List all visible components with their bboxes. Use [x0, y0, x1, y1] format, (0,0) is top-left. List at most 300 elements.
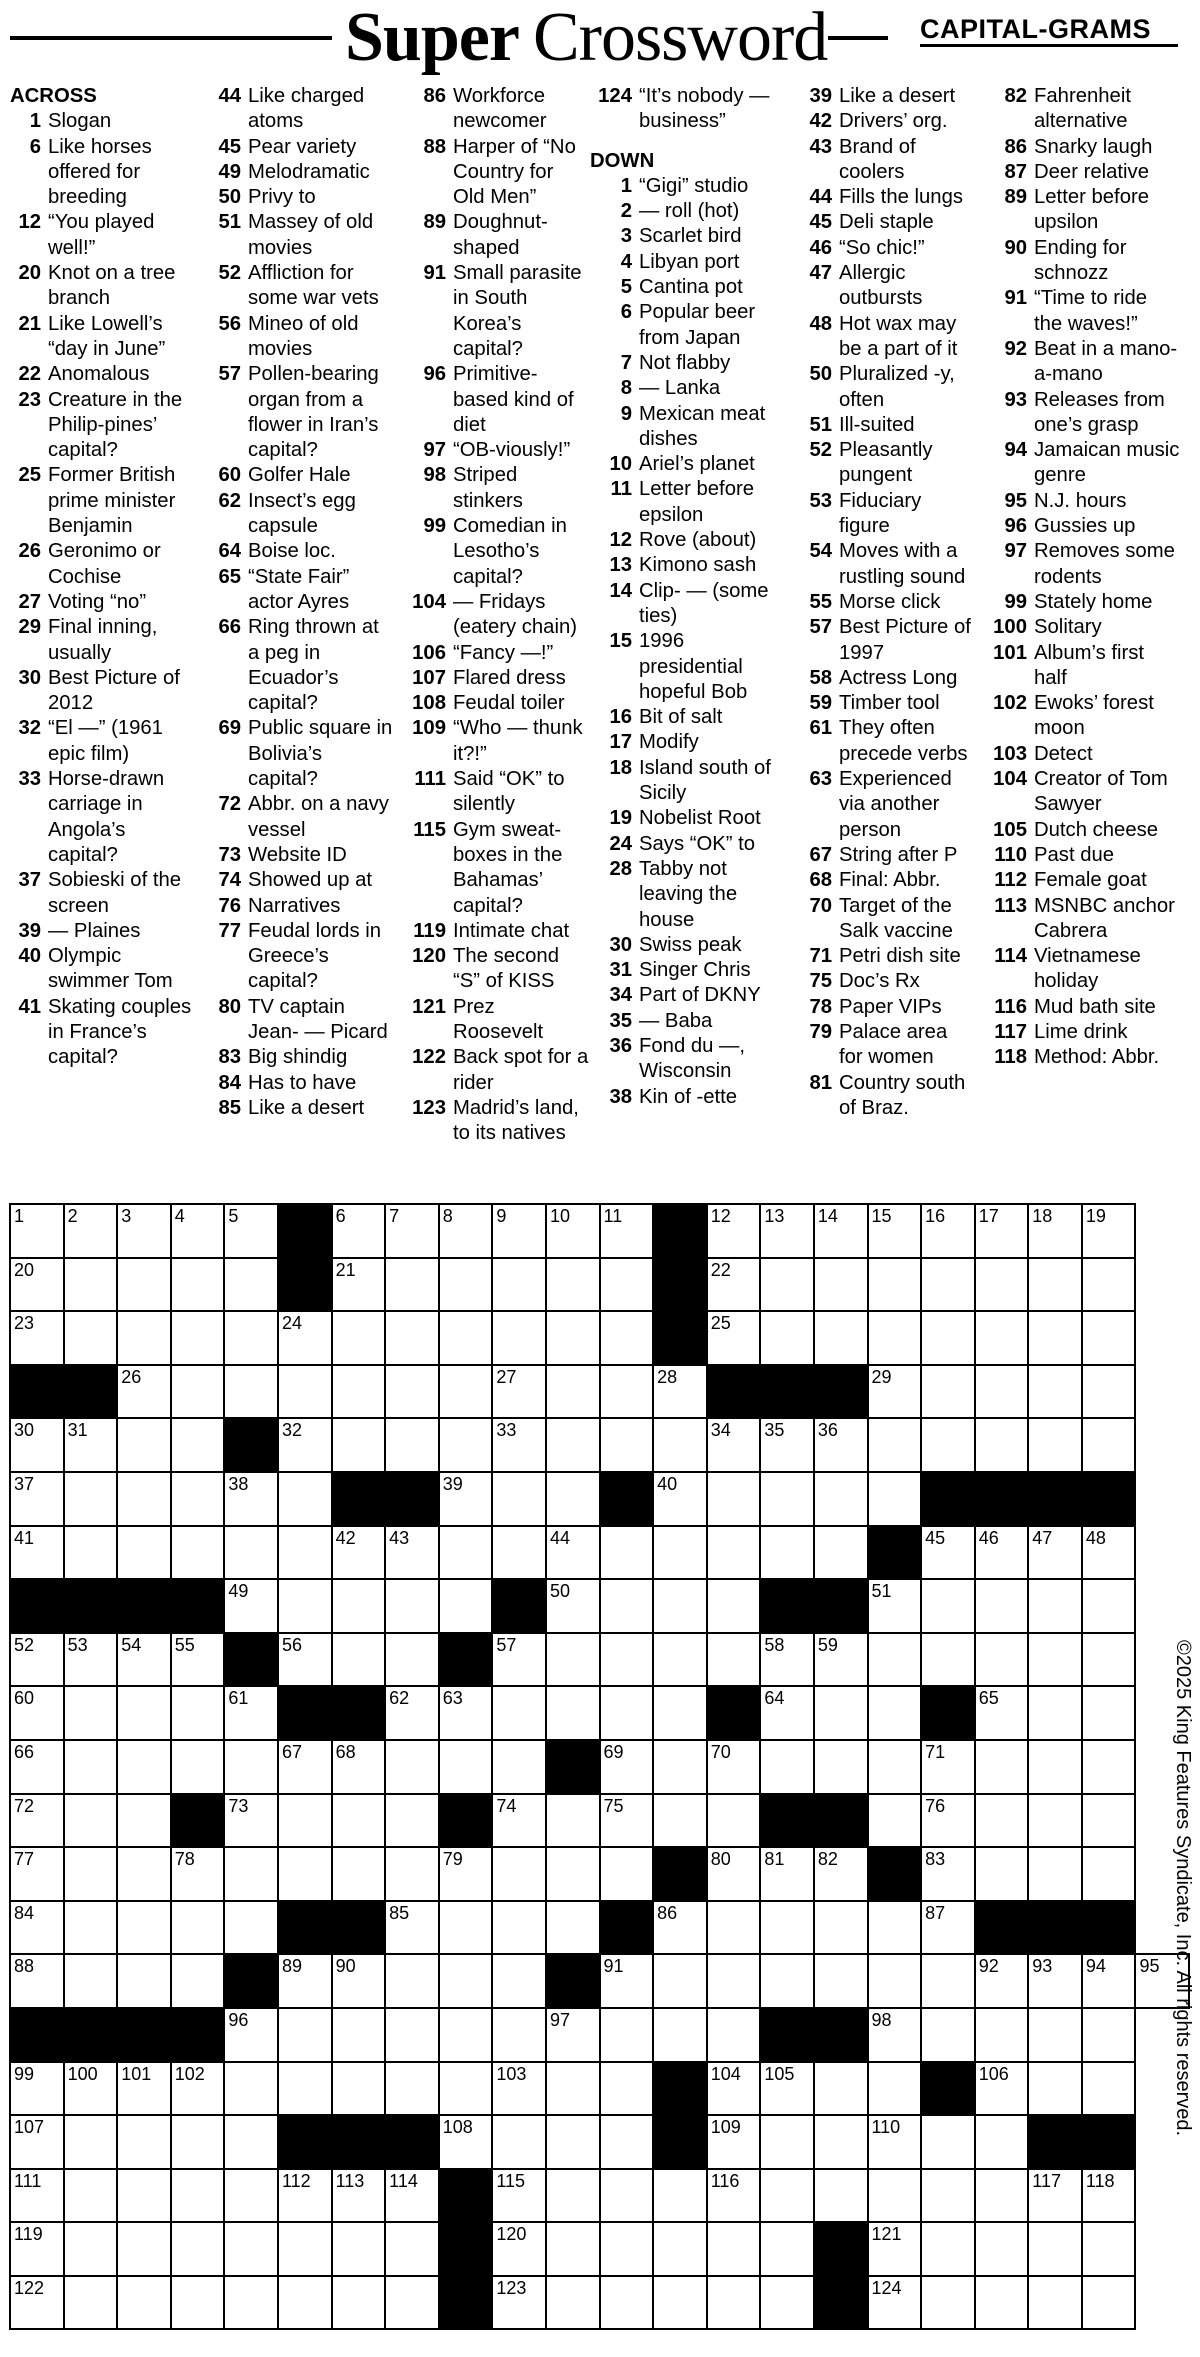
- grid-cell[interactable]: [10, 1204, 64, 1258]
- grid-cell[interactable]: [868, 1472, 922, 1526]
- grid-cell[interactable]: [385, 1901, 439, 1955]
- grid-cell[interactable]: [975, 1686, 1029, 1740]
- grid-cell[interactable]: [975, 1526, 1029, 1580]
- grid-cell[interactable]: [332, 1204, 386, 1258]
- grid-cell[interactable]: [332, 1794, 386, 1848]
- grid-cell[interactable]: [439, 1258, 493, 1312]
- grid-cell[interactable]: [653, 1954, 707, 2008]
- grid-cell[interactable]: [814, 1954, 868, 2008]
- grid-cell[interactable]: [1028, 2222, 1082, 2276]
- grid-cell[interactable]: [278, 1954, 332, 2008]
- grid-cell[interactable]: [1028, 1365, 1082, 1419]
- grid-cell[interactable]: [385, 1579, 439, 1633]
- grid-cell[interactable]: [492, 2276, 546, 2330]
- grid-cell[interactable]: [546, 1258, 600, 1312]
- grid-cell[interactable]: [278, 1418, 332, 1472]
- grid-cell[interactable]: [117, 1526, 171, 1580]
- grid-cell[interactable]: [439, 1204, 493, 1258]
- grid-cell[interactable]: [600, 2169, 654, 2223]
- grid-cell[interactable]: [278, 1740, 332, 1794]
- grid-cell[interactable]: [64, 2169, 118, 2223]
- grid-cell[interactable]: [760, 2115, 814, 2169]
- grid-cell[interactable]: [546, 1901, 600, 1955]
- grid-cell[interactable]: [600, 2222, 654, 2276]
- grid-cell[interactable]: [117, 1954, 171, 2008]
- grid-cell[interactable]: [10, 2276, 64, 2330]
- grid-cell[interactable]: [546, 2062, 600, 2116]
- grid-cell[interactable]: [760, 1526, 814, 1580]
- grid-cell[interactable]: [760, 1311, 814, 1365]
- grid-cell[interactable]: [10, 1847, 64, 1901]
- grid-cell[interactable]: [707, 2222, 761, 2276]
- grid-cell[interactable]: [921, 1418, 975, 1472]
- grid-cell[interactable]: [492, 1740, 546, 1794]
- grid-cell[interactable]: [868, 1633, 922, 1687]
- grid-cell[interactable]: [921, 2276, 975, 2330]
- grid-cell[interactable]: [492, 1258, 546, 1312]
- grid-cell[interactable]: [546, 1472, 600, 1526]
- grid-cell[interactable]: [385, 1847, 439, 1901]
- grid-cell[interactable]: [332, 1579, 386, 1633]
- grid-cell[interactable]: [10, 2222, 64, 2276]
- grid-cell[interactable]: [975, 1311, 1029, 1365]
- grid-cell[interactable]: [868, 2008, 922, 2062]
- grid-cell[interactable]: [653, 1740, 707, 1794]
- grid-cell[interactable]: [64, 1311, 118, 1365]
- grid-cell[interactable]: [10, 2062, 64, 2116]
- grid-cell[interactable]: [171, 1686, 225, 1740]
- grid-cell[interactable]: [439, 2115, 493, 2169]
- grid-cell[interactable]: [439, 1901, 493, 1955]
- grid-cell[interactable]: [546, 1526, 600, 1580]
- grid-cell[interactable]: [64, 2222, 118, 2276]
- grid-cell[interactable]: [546, 1365, 600, 1419]
- grid-cell[interactable]: [224, 1526, 278, 1580]
- grid-cell[interactable]: [760, 1954, 814, 2008]
- grid-cell[interactable]: [868, 1258, 922, 1312]
- grid-cell[interactable]: [975, 1418, 1029, 1472]
- grid-cell[interactable]: [868, 1579, 922, 1633]
- grid-cell[interactable]: [492, 1794, 546, 1848]
- grid-cell[interactable]: [171, 1526, 225, 1580]
- grid-cell[interactable]: [385, 1794, 439, 1848]
- grid-cell[interactable]: [600, 2276, 654, 2330]
- grid-cell[interactable]: [653, 1418, 707, 1472]
- grid-cell[interactable]: [439, 1418, 493, 1472]
- grid-cell[interactable]: [600, 2062, 654, 2116]
- grid-cell[interactable]: [385, 1686, 439, 1740]
- grid-cell[interactable]: [921, 1740, 975, 1794]
- grid-cell[interactable]: [224, 1204, 278, 1258]
- grid-cell[interactable]: [385, 1311, 439, 1365]
- grid-cell[interactable]: [332, 1365, 386, 1419]
- grid-cell[interactable]: [278, 1633, 332, 1687]
- grid-cell[interactable]: [439, 1686, 493, 1740]
- grid-cell[interactable]: [760, 1633, 814, 1687]
- grid-cell[interactable]: [707, 1579, 761, 1633]
- grid-cell[interactable]: [492, 1418, 546, 1472]
- grid-cell[interactable]: [64, 1472, 118, 1526]
- grid-cell[interactable]: [439, 1740, 493, 1794]
- grid-cell[interactable]: [492, 1686, 546, 1740]
- grid-cell[interactable]: [332, 1954, 386, 2008]
- grid-cell[interactable]: [707, 2169, 761, 2223]
- grid-cell[interactable]: [760, 2222, 814, 2276]
- grid-cell[interactable]: [760, 1418, 814, 1472]
- grid-cell[interactable]: [653, 2222, 707, 2276]
- grid-cell[interactable]: [600, 2115, 654, 2169]
- grid-cell[interactable]: [600, 1847, 654, 1901]
- grid-cell[interactable]: [1082, 1526, 1136, 1580]
- grid-cell[interactable]: [492, 1365, 546, 1419]
- grid-cell[interactable]: [332, 2008, 386, 2062]
- grid-cell[interactable]: [278, 2008, 332, 2062]
- grid-cell[interactable]: [707, 1954, 761, 2008]
- grid-cell[interactable]: [760, 1686, 814, 1740]
- grid-cell[interactable]: [332, 1526, 386, 1580]
- grid-cell[interactable]: [385, 1204, 439, 1258]
- grid-cell[interactable]: [814, 1740, 868, 1794]
- grid-cell[interactable]: [975, 2008, 1029, 2062]
- grid-cell[interactable]: [975, 1740, 1029, 1794]
- grid-cell[interactable]: [1082, 2169, 1136, 2223]
- grid-cell[interactable]: [10, 1311, 64, 1365]
- grid-cell[interactable]: [707, 1740, 761, 1794]
- grid-cell[interactable]: [64, 1633, 118, 1687]
- grid-cell[interactable]: [117, 1633, 171, 1687]
- grid-cell[interactable]: [600, 1311, 654, 1365]
- grid-cell[interactable]: [868, 2276, 922, 2330]
- grid-cell[interactable]: [492, 2008, 546, 2062]
- grid-cell[interactable]: [653, 2276, 707, 2330]
- grid-cell[interactable]: [278, 2222, 332, 2276]
- grid-cell[interactable]: [385, 1258, 439, 1312]
- grid-cell[interactable]: [546, 1686, 600, 1740]
- grid-cell[interactable]: [868, 2115, 922, 2169]
- grid-cell[interactable]: [117, 1794, 171, 1848]
- grid-cell[interactable]: [492, 2169, 546, 2223]
- grid-cell[interactable]: [117, 1418, 171, 1472]
- grid-cell[interactable]: [117, 2222, 171, 2276]
- grid-cell[interactable]: [439, 1526, 493, 1580]
- grid-cell[interactable]: [814, 1472, 868, 1526]
- grid-cell[interactable]: [1082, 1954, 1136, 2008]
- grid-cell[interactable]: [64, 1740, 118, 1794]
- grid-cell[interactable]: [1082, 1794, 1136, 1848]
- grid-cell[interactable]: [1082, 2222, 1136, 2276]
- grid-cell[interactable]: [546, 1204, 600, 1258]
- grid-cell[interactable]: [921, 2169, 975, 2223]
- grid-cell[interactable]: [868, 1954, 922, 2008]
- grid-cell[interactable]: [814, 1526, 868, 1580]
- grid-cell[interactable]: [10, 1633, 64, 1687]
- grid-cell[interactable]: [546, 2008, 600, 2062]
- grid-cell[interactable]: [546, 2115, 600, 2169]
- grid-cell[interactable]: [1082, 2008, 1136, 2062]
- grid-cell[interactable]: [546, 1418, 600, 1472]
- grid-cell[interactable]: [117, 1686, 171, 1740]
- grid-cell[interactable]: [600, 2008, 654, 2062]
- grid-cell[interactable]: [278, 1847, 332, 1901]
- grid-cell[interactable]: [224, 2062, 278, 2116]
- grid-cell[interactable]: [171, 1740, 225, 1794]
- grid-cell[interactable]: [921, 1204, 975, 1258]
- grid-cell[interactable]: [814, 1686, 868, 1740]
- grid-cell[interactable]: [1028, 1740, 1082, 1794]
- grid-cell[interactable]: [171, 1418, 225, 1472]
- grid-cell[interactable]: [224, 2276, 278, 2330]
- grid-cell[interactable]: [546, 2222, 600, 2276]
- grid-cell[interactable]: [64, 1794, 118, 1848]
- grid-cell[interactable]: [600, 1686, 654, 1740]
- grid-cell[interactable]: [439, 1365, 493, 1419]
- grid-cell[interactable]: [385, 1633, 439, 1687]
- grid-cell[interactable]: [760, 1204, 814, 1258]
- grid-cell[interactable]: [117, 1901, 171, 1955]
- grid-cell[interactable]: [278, 1472, 332, 1526]
- grid-cell[interactable]: [171, 1311, 225, 1365]
- grid-cell[interactable]: [760, 1740, 814, 1794]
- grid-cell[interactable]: [10, 1740, 64, 1794]
- grid-cell[interactable]: [224, 2222, 278, 2276]
- grid-cell[interactable]: [224, 1472, 278, 1526]
- grid-cell[interactable]: [492, 1472, 546, 1526]
- grid-cell[interactable]: [171, 2276, 225, 2330]
- grid-cell[interactable]: [707, 2276, 761, 2330]
- grid-cell[interactable]: [707, 1633, 761, 1687]
- grid-cell[interactable]: [653, 2169, 707, 2223]
- grid-cell[interactable]: [868, 1686, 922, 1740]
- grid-cell[interactable]: [10, 2115, 64, 2169]
- grid-cell[interactable]: [492, 1526, 546, 1580]
- grid-cell[interactable]: [278, 1794, 332, 1848]
- grid-cell[interactable]: [975, 1204, 1029, 1258]
- grid-cell[interactable]: [492, 1204, 546, 1258]
- grid-cell[interactable]: [868, 1204, 922, 1258]
- grid-cell[interactable]: [64, 1847, 118, 1901]
- grid-cell[interactable]: [224, 1794, 278, 1848]
- grid-cell[interactable]: [921, 2008, 975, 2062]
- grid-cell[interactable]: [600, 1526, 654, 1580]
- grid-cell[interactable]: [332, 2169, 386, 2223]
- grid-cell[interactable]: [64, 1418, 118, 1472]
- grid-cell[interactable]: [224, 2169, 278, 2223]
- grid-cell[interactable]: [224, 2115, 278, 2169]
- grid-cell[interactable]: [332, 1847, 386, 1901]
- grid-cell[interactable]: [1082, 2062, 1136, 2116]
- grid-cell[interactable]: [814, 1901, 868, 1955]
- grid-cell[interactable]: [760, 1847, 814, 1901]
- grid-cell[interactable]: [492, 1954, 546, 2008]
- grid-cell[interactable]: [707, 1901, 761, 1955]
- grid-cell[interactable]: [171, 1365, 225, 1419]
- grid-cell[interactable]: [385, 1954, 439, 2008]
- grid-cell[interactable]: [171, 1847, 225, 1901]
- grid-cell[interactable]: [707, 1472, 761, 1526]
- grid-cell[interactable]: [921, 1794, 975, 1848]
- grid-cell[interactable]: [492, 2062, 546, 2116]
- grid-cell[interactable]: [600, 1954, 654, 2008]
- grid-cell[interactable]: [278, 2062, 332, 2116]
- grid-cell[interactable]: [707, 1258, 761, 1312]
- grid-cell[interactable]: [707, 1418, 761, 1472]
- grid-cell[interactable]: [1028, 1258, 1082, 1312]
- grid-cell[interactable]: [332, 2222, 386, 2276]
- grid-cell[interactable]: [975, 1847, 1029, 1901]
- grid-cell[interactable]: [492, 1633, 546, 1687]
- grid-cell[interactable]: [332, 1258, 386, 1312]
- grid-cell[interactable]: [117, 1472, 171, 1526]
- grid-cell[interactable]: [332, 1311, 386, 1365]
- grid-cell[interactable]: [278, 2169, 332, 2223]
- grid-cell[interactable]: [224, 1579, 278, 1633]
- grid-cell[interactable]: [64, 1954, 118, 2008]
- grid-cell[interactable]: [117, 1258, 171, 1312]
- grid-cell[interactable]: [439, 1311, 493, 1365]
- grid-cell[interactable]: [760, 2276, 814, 2330]
- grid-cell[interactable]: [171, 1472, 225, 1526]
- grid-cell[interactable]: [64, 2115, 118, 2169]
- grid-cell[interactable]: [653, 1633, 707, 1687]
- grid-cell[interactable]: [224, 1847, 278, 1901]
- grid-cell[interactable]: [975, 1365, 1029, 1419]
- grid-cell[interactable]: [600, 1365, 654, 1419]
- grid-cell[interactable]: [278, 2276, 332, 2330]
- grid-cell[interactable]: [975, 2062, 1029, 2116]
- grid-cell[interactable]: [814, 1258, 868, 1312]
- grid-cell[interactable]: [1028, 2169, 1082, 2223]
- grid-cell[interactable]: [1028, 2062, 1082, 2116]
- grid-cell[interactable]: [975, 2169, 1029, 2223]
- grid-cell[interactable]: [439, 2062, 493, 2116]
- grid-cell[interactable]: [10, 1258, 64, 1312]
- grid-cell[interactable]: [653, 1686, 707, 1740]
- grid-cell[interactable]: [64, 1901, 118, 1955]
- grid-cell[interactable]: [224, 1686, 278, 1740]
- grid-cell[interactable]: [385, 2169, 439, 2223]
- grid-cell[interactable]: [64, 1258, 118, 1312]
- grid-cell[interactable]: [814, 1847, 868, 1901]
- grid-cell[interactable]: [10, 1794, 64, 1848]
- grid-cell[interactable]: [975, 1954, 1029, 2008]
- grid-cell[interactable]: [332, 1740, 386, 1794]
- grid-cell[interactable]: [814, 2062, 868, 2116]
- grid-cell[interactable]: [117, 2115, 171, 2169]
- grid-cell[interactable]: [1028, 1526, 1082, 1580]
- grid-cell[interactable]: [10, 1526, 64, 1580]
- grid-cell[interactable]: [921, 2115, 975, 2169]
- grid-cell[interactable]: [707, 2062, 761, 2116]
- grid-cell[interactable]: [600, 1633, 654, 1687]
- grid-cell[interactable]: [1028, 2276, 1082, 2330]
- grid-cell[interactable]: [117, 1204, 171, 1258]
- grid-cell[interactable]: [1082, 1204, 1136, 1258]
- grid-cell[interactable]: [385, 2276, 439, 2330]
- grid-cell[interactable]: [492, 2222, 546, 2276]
- grid-cell[interactable]: [814, 1418, 868, 1472]
- grid-cell[interactable]: [814, 2169, 868, 2223]
- grid-cell[interactable]: [653, 1794, 707, 1848]
- grid-cell[interactable]: [64, 2276, 118, 2330]
- grid-cell[interactable]: [921, 1633, 975, 1687]
- grid-cell[interactable]: [117, 1311, 171, 1365]
- grid-cell[interactable]: [975, 1794, 1029, 1848]
- grid-cell[interactable]: [492, 1847, 546, 1901]
- grid-cell[interactable]: [707, 2115, 761, 2169]
- grid-cell[interactable]: [385, 1740, 439, 1794]
- grid-cell[interactable]: [1028, 1311, 1082, 1365]
- grid-cell[interactable]: [868, 2169, 922, 2223]
- grid-cell[interactable]: [1082, 1418, 1136, 1472]
- grid-cell[interactable]: [868, 1311, 922, 1365]
- grid-cell[interactable]: [439, 1472, 493, 1526]
- grid-cell[interactable]: [1082, 1365, 1136, 1419]
- grid-cell[interactable]: [921, 1847, 975, 1901]
- grid-cell[interactable]: [1082, 1579, 1136, 1633]
- grid-cell[interactable]: [546, 1633, 600, 1687]
- grid-cell[interactable]: [653, 1526, 707, 1580]
- grid-cell[interactable]: [814, 1633, 868, 1687]
- grid-cell[interactable]: [1028, 1204, 1082, 1258]
- grid-cell[interactable]: [600, 1418, 654, 1472]
- grid-cell[interactable]: [224, 1740, 278, 1794]
- grid-cell[interactable]: [921, 2222, 975, 2276]
- grid-cell[interactable]: [171, 2115, 225, 2169]
- grid-cell[interactable]: [975, 2222, 1029, 2276]
- grid-cell[interactable]: [546, 2276, 600, 2330]
- grid-cell[interactable]: [332, 1418, 386, 1472]
- grid-cell[interactable]: [332, 1633, 386, 1687]
- grid-cell[interactable]: [546, 1579, 600, 1633]
- grid-cell[interactable]: [171, 1258, 225, 1312]
- grid-cell[interactable]: [332, 2062, 386, 2116]
- grid-cell[interactable]: [1028, 1847, 1082, 1901]
- grid-cell[interactable]: [171, 1204, 225, 1258]
- grid-cell[interactable]: [278, 1579, 332, 1633]
- grid-cell[interactable]: [117, 2276, 171, 2330]
- grid-cell[interactable]: [1028, 1418, 1082, 1472]
- grid-cell[interactable]: [868, 1365, 922, 1419]
- grid-cell[interactable]: [117, 1847, 171, 1901]
- grid-cell[interactable]: [439, 1954, 493, 2008]
- grid-cell[interactable]: [921, 1901, 975, 1955]
- grid-cell[interactable]: [707, 1526, 761, 1580]
- grid-cell[interactable]: [653, 1365, 707, 1419]
- grid-cell[interactable]: [707, 2008, 761, 2062]
- grid-cell[interactable]: [1028, 1633, 1082, 1687]
- grid-cell[interactable]: [600, 1740, 654, 1794]
- grid-cell[interactable]: [707, 1847, 761, 1901]
- grid-cell[interactable]: [975, 1633, 1029, 1687]
- grid-cell[interactable]: [1082, 1847, 1136, 1901]
- grid-cell[interactable]: [10, 1954, 64, 2008]
- grid-cell[interactable]: [10, 1686, 64, 1740]
- grid-cell[interactable]: [1082, 1633, 1136, 1687]
- grid-cell[interactable]: [921, 1365, 975, 1419]
- grid-cell[interactable]: [278, 1526, 332, 1580]
- grid-cell[interactable]: [653, 2008, 707, 2062]
- grid-cell[interactable]: [117, 1740, 171, 1794]
- grid-cell[interactable]: [385, 1418, 439, 1472]
- grid-cell[interactable]: [278, 1365, 332, 1419]
- grid-cell[interactable]: [1082, 1686, 1136, 1740]
- grid-cell[interactable]: [921, 1258, 975, 1312]
- grid-cell[interactable]: [868, 2222, 922, 2276]
- grid-cell[interactable]: [653, 1579, 707, 1633]
- grid-cell[interactable]: [492, 2115, 546, 2169]
- grid-cell[interactable]: [1082, 2276, 1136, 2330]
- grid-cell[interactable]: [975, 1258, 1029, 1312]
